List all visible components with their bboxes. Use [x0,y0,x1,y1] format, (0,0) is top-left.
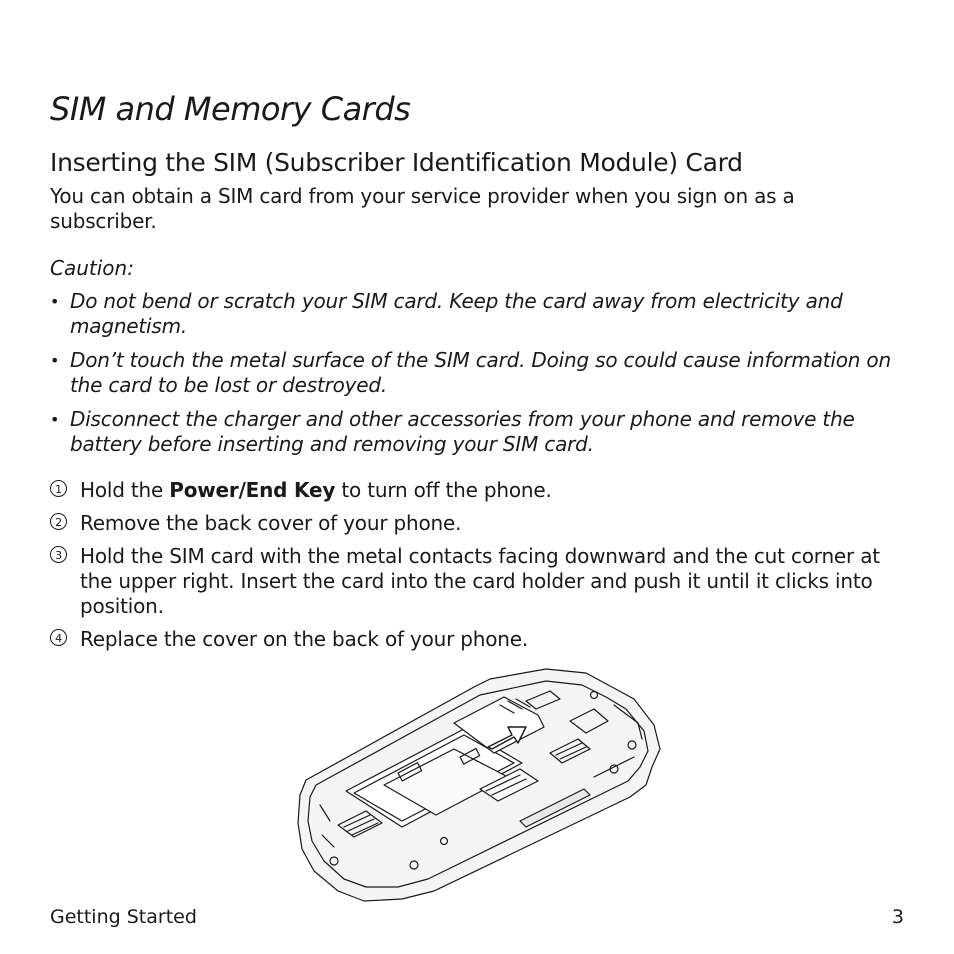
step-number: 2 [50,513,67,530]
intro-paragraph: You can obtain a SIM card from your service provider when you sign on as a subscriber. [50,184,795,233]
caution-item [50,348,910,398]
power-end-key-label: Power/End Key [169,478,336,502]
section-title: SIM and Memory Cards [50,90,411,128]
subsection-title: Inserting the SIM (Subscriber Identification Module) Card [50,148,743,177]
step-item [50,511,910,536]
caution-item-text: Don’t touch the metal surface of the SIM card. Doing so could cause information on the card to be lost or destroyed. [70,348,891,397]
steps-list [50,478,910,660]
step-item [50,544,910,619]
footer-section-name: Getting Started [50,906,197,928]
step-number: 1 [50,480,67,497]
step-text-post: to turn off the phone. [335,478,552,502]
caution-item [50,407,910,457]
step-text-pre: Hold the [80,478,170,502]
caution-item-text: Disconnect the charger and other accessories from your phone and remove the battery before inserting and removing your SIM card. [70,407,855,456]
step-text: Replace the cover on the back of your phone. [80,627,529,651]
bullet-icon: • [50,351,60,370]
phone-back-sim-illustration [294,665,666,905]
step-number: 4 [50,629,67,646]
bullet-icon: • [50,292,60,311]
caution-item [50,289,910,339]
step-item [50,478,910,503]
step-text: Hold the SIM card with the metal contacts facing downward and the cut corner at the upper right. Insert the card into the card holder and push it until it clicks into position. [80,544,880,618]
bullet-icon: • [50,410,60,429]
step-text: Remove the back cover of your phone. [80,511,462,535]
step-number: 3 [50,546,67,563]
caution-item-text: Do not bend or scratch your SIM card. Keep the card away from electricity and magnetism. [70,289,843,338]
caution-list [50,289,910,466]
step-item [50,627,910,652]
caution-label: Caution: [50,256,134,280]
footer-page-number: 3 [891,906,904,928]
